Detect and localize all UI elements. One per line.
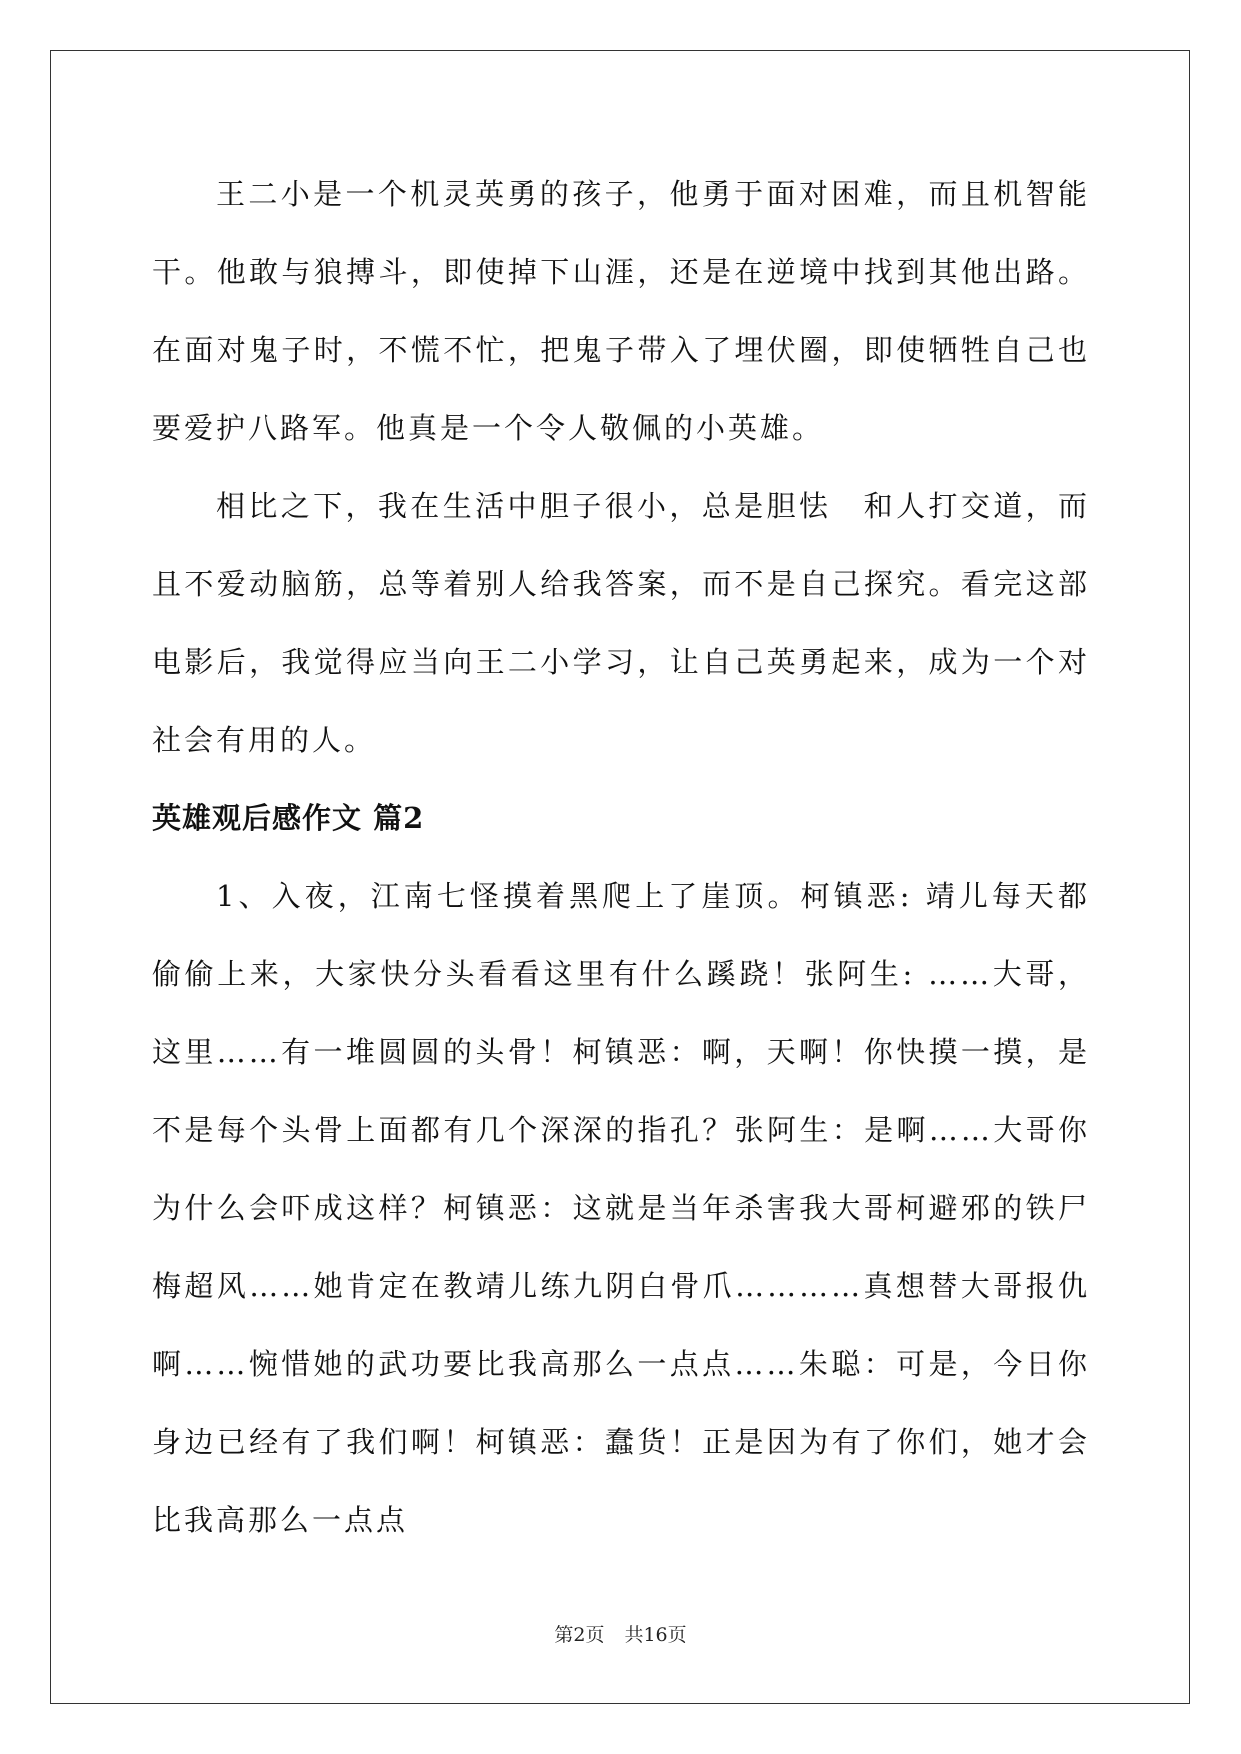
document-body xyxy=(152,155,1090,1559)
paragraph-3: 1、入夜，江南七怪摸着黑爬上了崖顶。柯镇恶: 靖儿每天都偷偷上来，大家快分头看看这里有什么蹊跷！张阿生: ……大哥，这里……有一堆圆圆的头骨！柯镇恶：啊，天啊！你快摸一摸，是不是每个头骨上面都有几个深深的指孔？张阿生：是啊……大哥你为什么会吓成这样？柯镇恶：这就是当年杀害我大哥柯避邪的铁尸梅超风……她肯定在教靖儿练九阴白骨爪…………真想替大哥报仇啊……惋惜她的武功要比我高那么一点点……朱聪：可是，今日你身边已经有了我们啊！柯镇恶：蠢货！正是因为有了你们，她才会比我高那么一点点 xyxy=(152,879,1090,1537)
paragraph-1: 王二小是一个机灵英勇的孩子，他勇于面对困难，而且机智能干。他敢与狼搏斗，即使掉下山涯，还是在逆境中找到其他出路。在面对鬼子时，不慌不忙，把鬼子带入了埋伏圈，即使牺牲自己也要爱护八路军。他真是一个令人敬佩的小英雄。 xyxy=(152,177,1090,445)
page-footer xyxy=(0,1620,1241,1647)
current-page-label: 第2页 xyxy=(554,1624,605,1646)
section-heading: 英雄观后感作文 篇2 xyxy=(152,801,425,835)
paragraph-2: 相比之下，我在生活中胆子很小，总是胆怯 和人打交道，而且不爱动脑筋，总等着别人给我答案，而不是自己探究。看完这部电影后，我觉得应当向王二小学习，让自己英勇起来，成为一个对社会有用的人。 xyxy=(152,489,1090,757)
total-pages-label: 共16页 xyxy=(624,1624,687,1646)
